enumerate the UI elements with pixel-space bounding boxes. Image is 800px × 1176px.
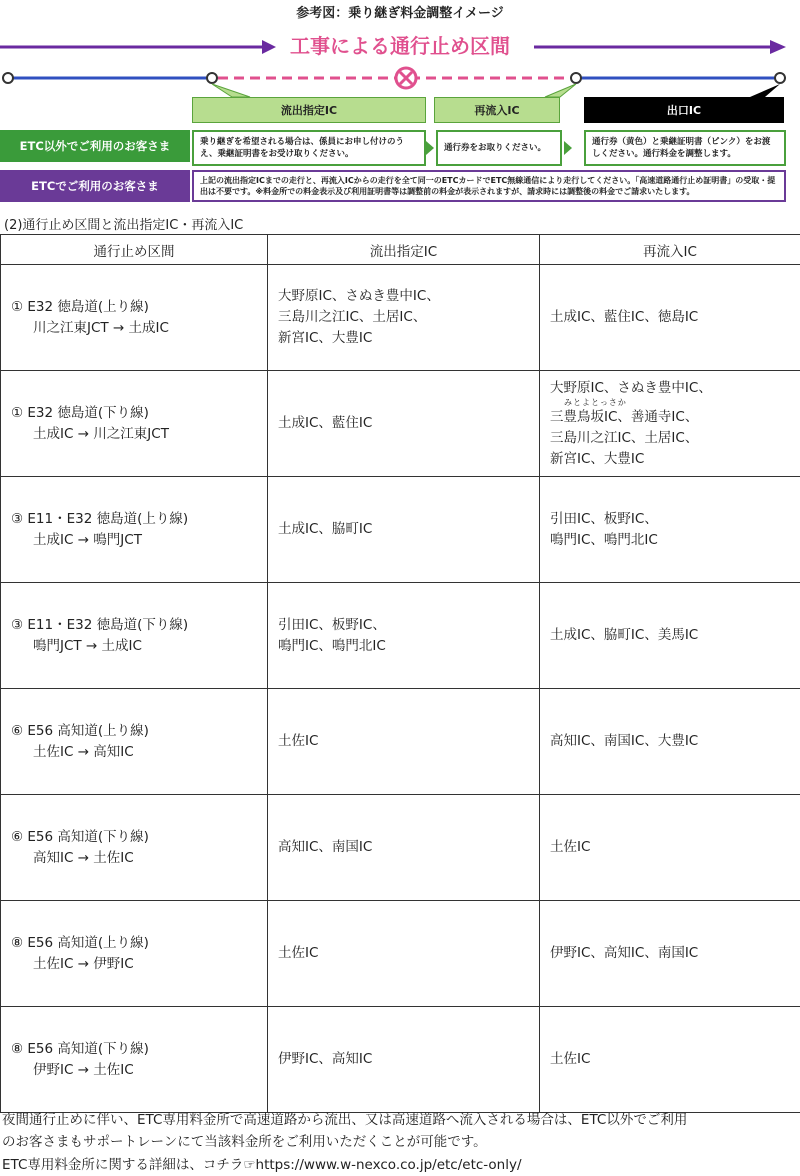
section-span: 高知IC → 土佐IC <box>11 848 257 869</box>
footer-note-line2: のお客さまもサポートレーンにて当該料金所をご利用いただくことが可能です。 <box>2 1132 798 1153</box>
reentry-ic-header: 再流入IC <box>434 97 560 123</box>
closure-section-cell <box>1 371 268 477</box>
ruby-reading: みとよとっさか <box>550 399 790 407</box>
step-exit-ic: 乗り継ぎを希望される場合は、係員にお申し付けのうえ、乗継証明書をお受け取りください。 <box>192 130 426 166</box>
figure-title: 参考図：乗り継ぎ料金調整イメージ <box>0 2 800 21</box>
ic-list-line: 土佐IC <box>550 837 790 858</box>
section-span: 土成IC → 川之江東JCT <box>11 424 257 445</box>
table-row <box>1 477 800 583</box>
ic-list-line: 大野原IC、さぬき豊中IC、 <box>278 286 529 307</box>
step-reentry-ic: 通行券をお取りください。 <box>436 130 562 166</box>
ic-list-line: 土成IC、藍住IC <box>278 413 529 434</box>
exit-ic-cell <box>268 371 540 477</box>
non-etc-row-label: ETC以外でご利用のお客さま <box>0 130 190 162</box>
ic-list-line: 高知IC、南国IC <box>278 837 529 858</box>
routes-table <box>0 234 800 1113</box>
exit-ic-cell <box>268 795 540 901</box>
ic-list-line: 高知IC、南国IC、大豊IC <box>550 731 790 752</box>
etc-note: 上記の流出指定ICまでの走行と、再流入ICからの走行を全て同一のETCカードでETC無線通信により走行してください。「高速道路通行止め証明書」の受取・提出は不要です。※料金所での料金表示及び利用証明書等は調整前の料金が表示されますが、請求時には調整後の料金でご請求いたします。 <box>192 170 786 202</box>
table-header-row <box>1 235 800 265</box>
closure-section-cell <box>1 1007 268 1113</box>
ic-list-line: 三島川之江IC、土居IC、 <box>278 307 529 328</box>
table-row <box>1 689 800 795</box>
section-span: 川之江東JCT → 土成IC <box>11 318 257 339</box>
section-span: 土佐IC → 高知IC <box>11 742 257 763</box>
table-body <box>1 265 800 1113</box>
ic-list-line: 土佐IC <box>278 731 529 752</box>
ic-list-line: 引田IC、板野IC、 <box>278 615 529 636</box>
reentry-ic-cell <box>540 265 800 371</box>
section-route: ① E32 徳島道(上り線) <box>11 297 257 318</box>
section-span: 鳴門JCT → 土成IC <box>11 636 257 657</box>
closure-section-cell <box>1 583 268 689</box>
reentry-ic-cell <box>540 477 800 583</box>
etc-row-label: ETCでご利用のお客さま <box>0 170 190 202</box>
section-route: ⑧ E56 高知道(上り線) <box>11 933 257 954</box>
closure-section-cell <box>1 901 268 1007</box>
ic-list-line: 大野原IC、さぬき豊中IC、 <box>550 378 790 399</box>
header-exit-ic: 流出指定IC <box>268 235 540 265</box>
closure-x-icon <box>396 68 416 88</box>
exit-ic-cell <box>268 689 540 795</box>
section-route: ① E32 徳島道(下り線) <box>11 403 257 424</box>
section-route: ③ E11・E32 徳島道(上り線) <box>11 509 257 530</box>
exit-ic-header: 流出指定IC <box>192 97 426 123</box>
exit-ic-cell <box>268 1007 540 1113</box>
footer-link-line: ETC専用料金所に関する詳細は、コチラ☞https://www.w-nexco.co.jp/etc/etc-only/ <box>2 1155 798 1176</box>
closure-section-cell <box>1 265 268 371</box>
reentry-ic-cell <box>540 1007 800 1113</box>
section-span: 土成IC → 鳴門JCT <box>11 530 257 551</box>
closure-section-cell <box>1 477 268 583</box>
reentry-ic-cell <box>540 689 800 795</box>
final-exit-header: 出口IC <box>584 97 784 123</box>
section-route: ⑧ E56 高知道(下り線) <box>11 1039 257 1060</box>
step-final-exit: 通行券（黄色）と乗継証明書（ピンク）をお渡しください。通行料金を調整します。 <box>584 130 786 166</box>
ic-list-line: 新宮IC、大豊IC <box>550 449 790 470</box>
ic-list-line: 土成IC、藍住IC、徳島IC <box>550 307 790 328</box>
exit-ic-cell <box>268 901 540 1007</box>
exit-ic-cell <box>268 265 540 371</box>
ic-list-line: 三島川之江IC、土居IC、 <box>550 428 790 449</box>
exit-ic-cell <box>268 477 540 583</box>
ic-list-line: 土佐IC <box>550 1049 790 1070</box>
ic-list-line: 土成IC、脇町IC <box>278 519 529 540</box>
step-arrow <box>426 141 434 155</box>
section-route: ③ E11・E32 徳島道(下り線) <box>11 615 257 636</box>
ic-list-line: 鳴門IC、鳴門北IC <box>550 530 790 551</box>
section-span: 伊野IC → 土佐IC <box>11 1060 257 1081</box>
section-title: (2)通行止め区間と流出指定IC・再流入IC <box>4 214 243 233</box>
footer-note-line1: 夜間通行止めに伴い、ETC専用料金所で高速道路から流出、又は高速道路へ流入される場合は、ETC以外でご利用 <box>2 1110 798 1131</box>
closure-diagram <box>0 20 800 100</box>
table-row <box>1 901 800 1007</box>
ic-list-line: 土佐IC <box>278 943 529 964</box>
reentry-ic-cell <box>540 795 800 901</box>
table-row <box>1 795 800 901</box>
section-route: ⑥ E56 高知道(下り線) <box>11 827 257 848</box>
closure-section-cell <box>1 795 268 901</box>
ic-list-line: 引田IC、板野IC、 <box>550 509 790 530</box>
ic-list-line: 土成IC、脇町IC、美馬IC <box>550 625 790 646</box>
closure-label: 工事による通行止め区間 <box>290 34 510 58</box>
ic-list-line: 伊野IC、高知IC、南国IC <box>550 943 790 964</box>
header-reentry-ic: 再流入IC <box>540 235 800 265</box>
ic-list-line: 三豊鳥坂IC、善通寺IC、 <box>550 407 790 428</box>
reentry-ic-cell <box>540 583 800 689</box>
ic-list-line: 新宮IC、大豊IC <box>278 328 529 349</box>
table-row <box>1 583 800 689</box>
section-span: 土佐IC → 伊野IC <box>11 954 257 975</box>
closure-section-cell <box>1 689 268 795</box>
exit-ic-cell <box>268 583 540 689</box>
table-row <box>1 265 800 371</box>
reentry-ic-cell <box>540 901 800 1007</box>
step-arrow <box>564 141 572 155</box>
section-route: ⑥ E56 高知道(上り線) <box>11 721 257 742</box>
ic-list-line: 鳴門IC、鳴門北IC <box>278 636 529 657</box>
reentry-ic-cell <box>540 371 800 477</box>
table-row <box>1 1007 800 1113</box>
ic-list-line: 伊野IC、高知IC <box>278 1049 529 1070</box>
header-closure-section: 通行止め区間 <box>1 235 268 265</box>
table-row <box>1 371 800 477</box>
